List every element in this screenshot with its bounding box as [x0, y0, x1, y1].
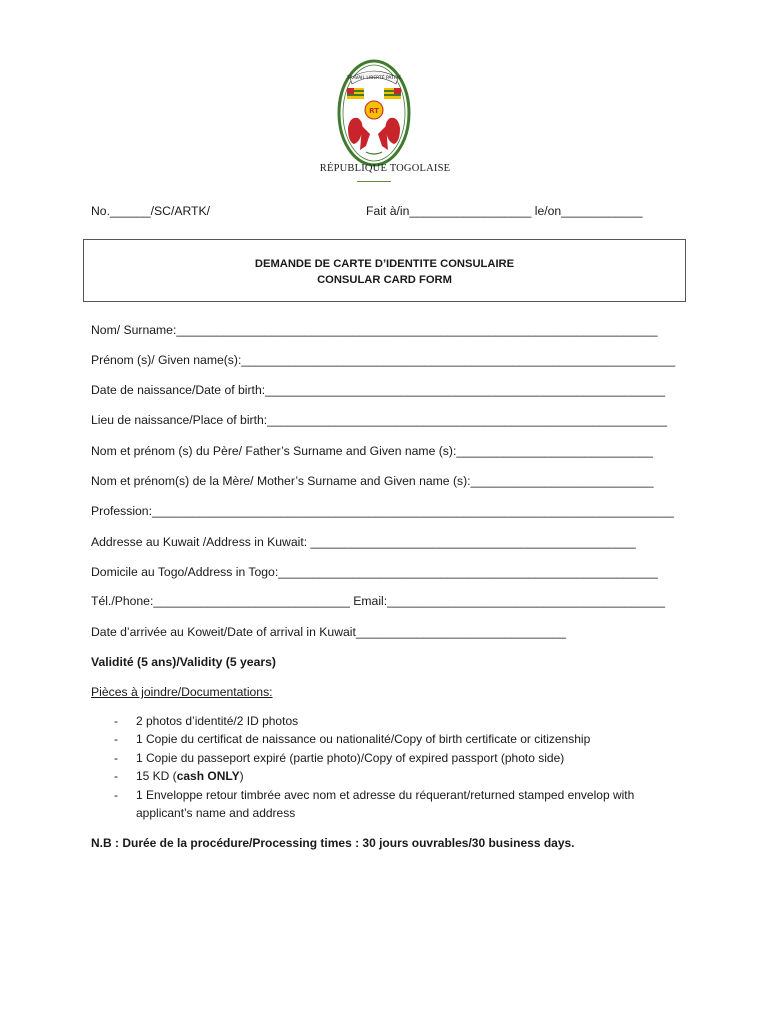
documents-heading: Pièces à joindre/Documentations:	[91, 685, 273, 699]
form-title-french: DEMANDE DE CARTE D’IDENTITE CONSULAIRE	[254, 258, 515, 270]
list-item: - 1 Copie du passeport expiré (partie photo)/Copy of expired passport (photo side)	[114, 749, 634, 767]
list-item: - 1 Copie du certificat de naissance ou nationalité/Copy of birth certificate or citizenship	[114, 730, 634, 748]
mother-name-field[interactable]: Nom et prénom(s) de la Mère/ Mother’s Surname and Given name (s):___________________________	[91, 474, 654, 488]
place-date-field: Fait à/in__________________ le/on____________	[366, 204, 643, 218]
validity-text: Validité (5 ans)/Validity (5 years)	[91, 655, 276, 669]
phone-email-field[interactable]: Tél./Phone:_____________________________ Email:_________________________________________	[91, 594, 666, 608]
processing-time-note: N.B : Durée de la procédure/Processing times : 30 jours ouvrables/30 business days.	[91, 836, 575, 850]
list-item: - 15 KD (cash ONLY)	[114, 767, 634, 785]
given-names-field[interactable]: Prénom (s)/ Given name(s):________________________________________________________________	[91, 353, 676, 367]
form-title-english: CONSULAR CARD FORM	[317, 274, 452, 286]
divider	[357, 181, 391, 182]
list-item: - 2 photos d’identité/2 ID photos	[114, 712, 634, 730]
address-kuwait-field[interactable]: Addresse au Kuwait /Address in Kuwait: ________________________________________________	[91, 535, 636, 549]
list-item: - 1 Enveloppe retour timbrée avec nom et adresse du réquerant/returned stamped envelop with applicant’s name and address	[114, 786, 634, 823]
arrival-date-field[interactable]: Date d’arrivée au Koweit/Date of arrival in Kuwait_______________________________	[91, 625, 566, 639]
coat-of-arms-emblem	[336, 58, 412, 168]
country-name: RÉPUBLIQUE TOGOLAISE	[319, 163, 451, 174]
documents-list	[114, 712, 634, 822]
address-togo-field[interactable]: Domicile au Togo/Address in Togo:________________________________________________________	[91, 565, 658, 579]
father-name-field[interactable]: Nom et prénom (s) du Père/ Father’s Surname and Given name (s):_____________________________	[91, 444, 653, 458]
emblem-initials: RT	[369, 107, 379, 115]
place-of-birth-field[interactable]: Lieu de naissance/Place of birth:___________________________________________________________	[91, 413, 668, 427]
date-of-birth-field[interactable]: Date de naissance/Date of birth:___________________________________________________________	[91, 383, 666, 397]
reference-number-field: No.______/SC/ARTK/	[91, 204, 211, 218]
emblem-banner-text: TRAVAIL LIBERTÉ PATRIE	[346, 76, 402, 81]
form-title-box	[83, 239, 686, 302]
profession-field[interactable]: Profession:_____________________________________________________________________________	[91, 504, 674, 518]
surname-field[interactable]: Nom/ Surname:_______________________________________________________________________	[91, 323, 658, 337]
